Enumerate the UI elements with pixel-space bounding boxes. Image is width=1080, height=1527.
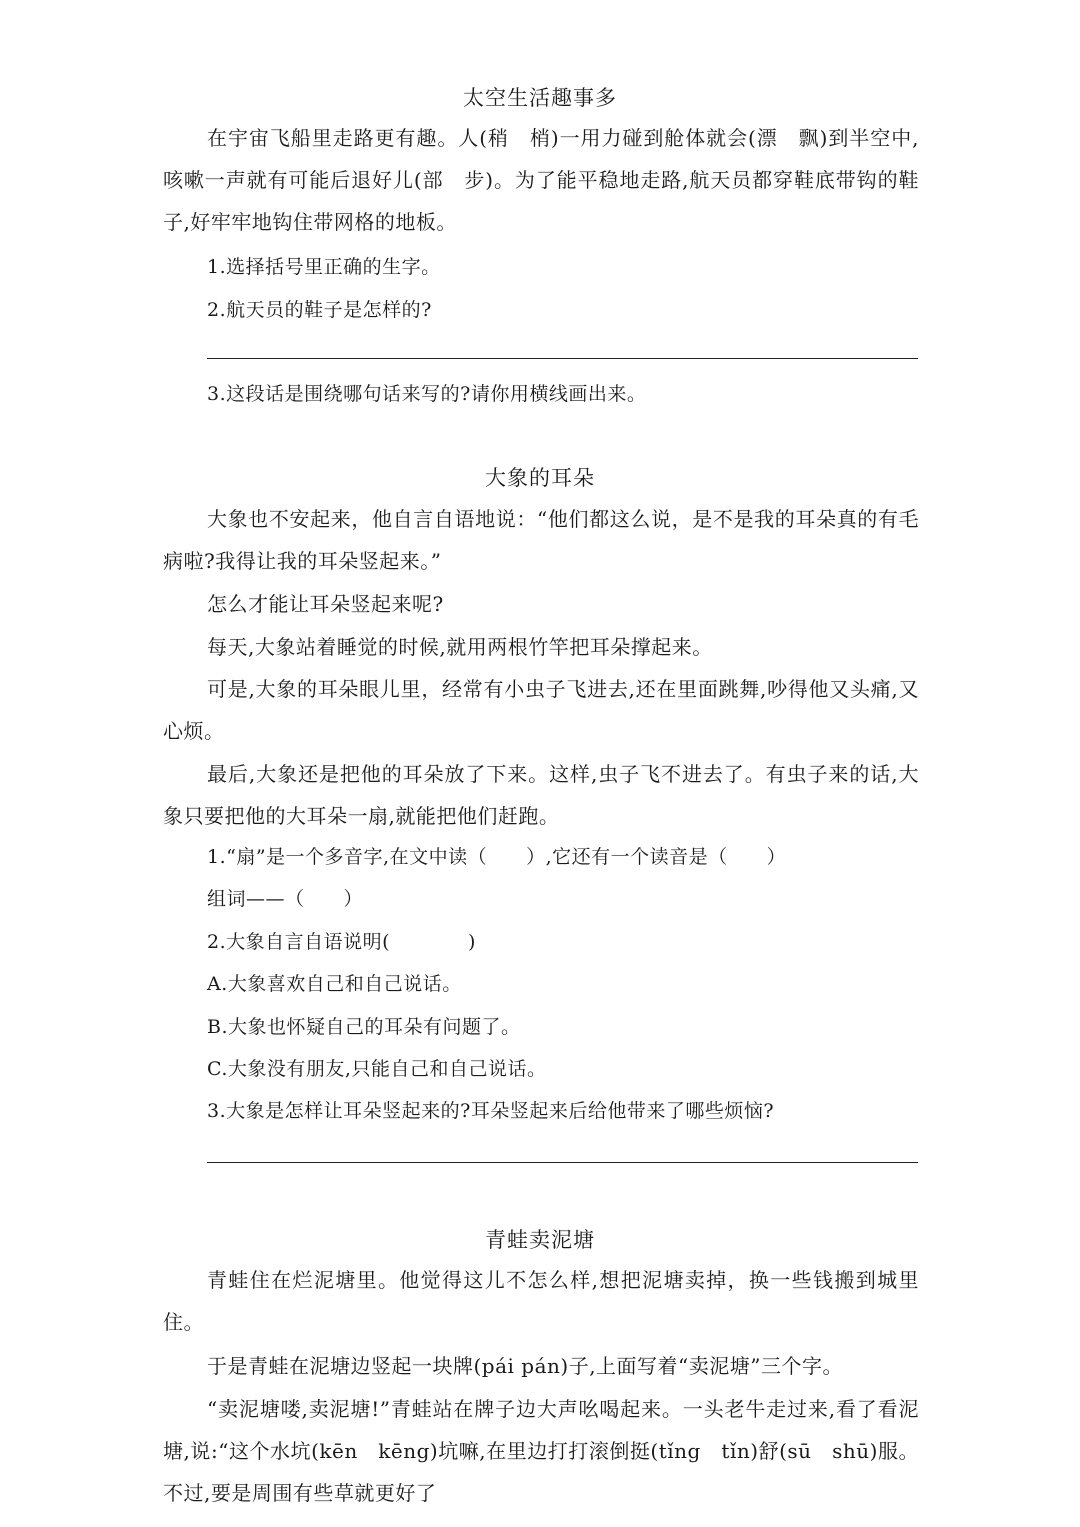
question-1: 1.选择括号里正确的生字。	[207, 256, 441, 278]
passage-space-life: 在宇宙飞船里走路更有趣。人(稍 梢)一用力碰到舱体就会(漂 飘)到半空中,咳嗽一声就有可能后退好儿(部 步)。为了能平稳地走路,航天员都穿鞋底带钩的鞋子,好牢牢地钩住带网格的地板。	[163, 126, 919, 234]
option-a: A.大象喜欢自己和自己说话。	[207, 973, 462, 995]
passage-paragraph-3: “卖泥塘喽,卖泥塘!”青蛙站在牌子边大声吆喝起来。一头老牛走过来,看了看泥塘,说:“这个水坑(kēn kēng)坑嘛,在里边打打滚倒挺(tǐng tǐn)舒(sū shū)服。不过,要是周围有些草就更好了	[163, 1397, 919, 1505]
section-title-elephant-ears: 大象的耳朵	[485, 466, 595, 490]
passage-paragraph-1: 青蛙住在烂泥塘里。他觉得这儿不怎么样,想把泥塘卖掉，换一些钱搬到城里住。	[163, 1268, 919, 1334]
option-b: B.大象也怀疑自己的耳朵有问题了。	[207, 1016, 521, 1038]
question-1-line-2: 组词——（ ）	[207, 888, 364, 910]
section-title-frog-pond: 青蛙卖泥塘	[485, 1228, 595, 1252]
passage-paragraph-3: 每天,大象站着睡觉的时候,就用两根竹竿把耳朵撑起来。	[207, 635, 713, 659]
question-3: 3.这段话是围绕哪句话来写的?请你用横线画出来。	[207, 383, 647, 405]
answer-line	[207, 1162, 918, 1163]
option-c: C.大象没有朋友,只能自己和自己说话。	[207, 1058, 547, 1080]
question-1-line-1: 1.“扇”是一个多音字,在文中读（ ）,它还有一个读音是（ ）	[207, 846, 787, 868]
question-3: 3.大象是怎样让耳朵竖起来的?耳朵竖起来后给他带来了哪些烦恼?	[207, 1100, 775, 1122]
passage-paragraph-1: 大象也不安起来，他自言自语地说：“他们都这么说，是不是我的耳朵真的有毛病啦?我得让我的耳朵竖起来。”	[163, 507, 919, 573]
passage-paragraph-2: 怎么才能让耳朵竖起来呢?	[207, 592, 444, 616]
answer-line	[207, 358, 918, 359]
section-title-space-life: 太空生活趣事多	[463, 86, 617, 110]
passage-paragraph-5: 最后,大象还是把他的耳朵放了下来。这样,虫子飞不进去了。有虫子来的话,大象只要把他的大耳朵一扇,就能把他们赶跑。	[163, 762, 919, 828]
passage-paragraph-2: 于是青蛙在泥塘边竖起一块牌(pái pán)子,上面写着“卖泥塘”三个字。	[207, 1354, 843, 1378]
question-2: 2.大象自言自语说明( )	[207, 931, 476, 953]
question-2: 2.航天员的鞋子是怎样的?	[207, 299, 432, 321]
passage-paragraph-4: 可是,大象的耳朵眼儿里，经常有小虫子飞进去,还在里面跳舞,吵得他又头痛,又心烦。	[163, 677, 919, 743]
